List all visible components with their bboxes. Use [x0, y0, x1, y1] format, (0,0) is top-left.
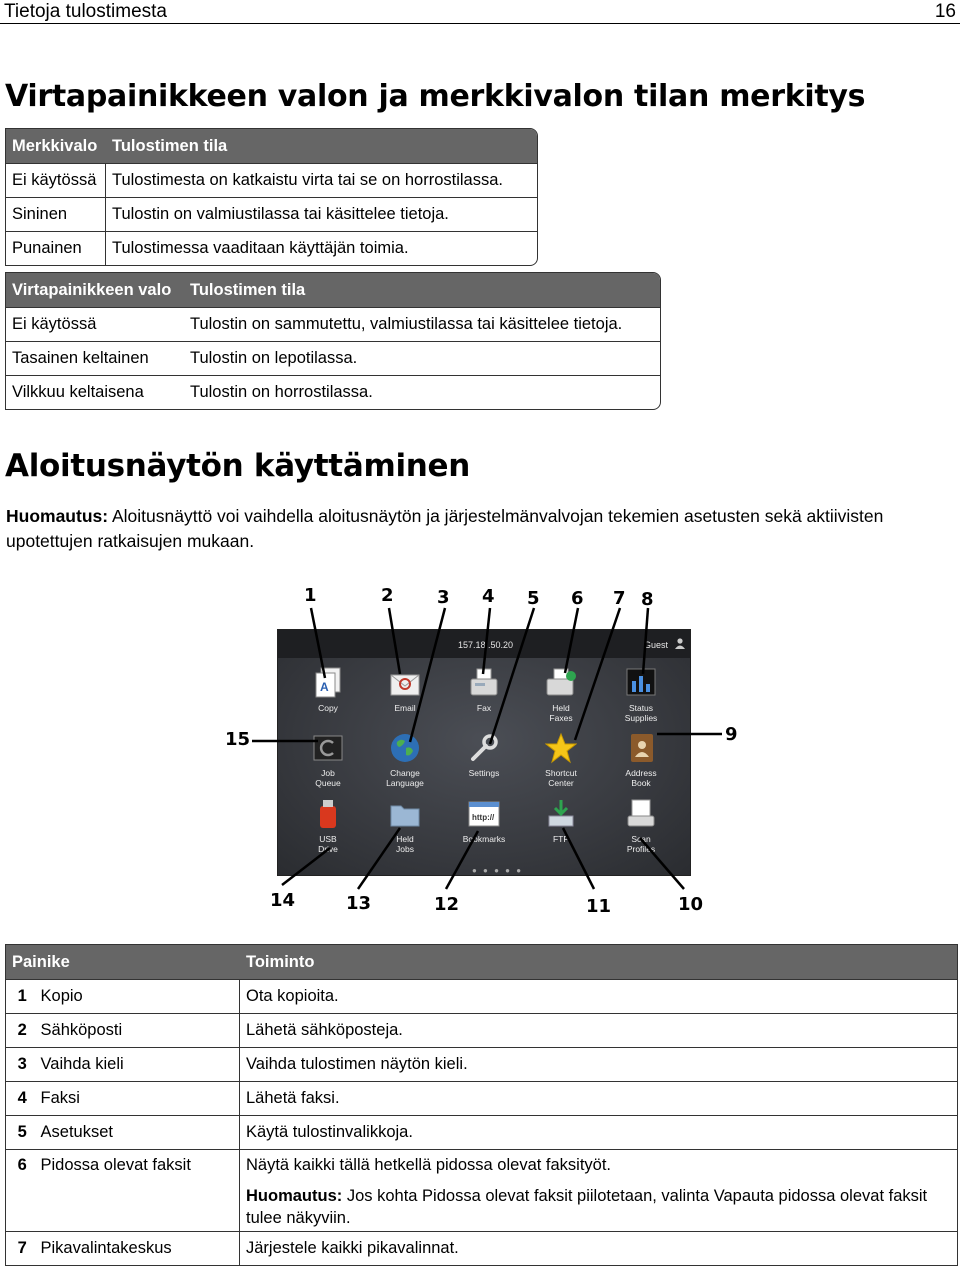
svg-text:A: A — [320, 680, 329, 694]
callout-number: 11 — [586, 896, 612, 917]
app-label: Email — [394, 703, 416, 713]
app-label: Bookmarks — [462, 834, 506, 844]
app-label: Held — [552, 703, 570, 713]
button-name: Sähköposti — [37, 1013, 240, 1047]
row-note — [246, 1185, 951, 1229]
app-label: Shortcut — [545, 768, 577, 778]
note-text: Jos kohta Pidossa olevat faksit piilotetaan, valinta Vapauta pidossa olevat faksit tulee näkyviin. — [246, 1187, 928, 1227]
app-label: USB — [319, 834, 337, 844]
column-header: Tulostimen tila — [106, 129, 537, 163]
app-label: Jobs — [396, 844, 414, 854]
table-cell: Vilkkuu keltaisena — [6, 375, 184, 409]
app-label: Change — [390, 768, 420, 778]
table-cell: Tulostin on valmiustilassa tai käsittelee tietoja. — [106, 197, 537, 231]
table-row — [6, 1081, 957, 1115]
callout-number: 3 — [437, 587, 450, 608]
button-function: Lähetä faksi. — [240, 1081, 957, 1115]
user-label: Guest — [644, 640, 669, 650]
callout-number: 13 — [346, 893, 372, 914]
table-row — [6, 1115, 957, 1149]
callout-number: 4 — [482, 586, 495, 607]
callout-number: 12 — [434, 894, 460, 915]
app-label: Status — [628, 703, 654, 713]
svg-text:http://: http:// — [472, 813, 495, 822]
button-function: Näytä kaikki tällä hetkellä pidossa olevat faksityöt. — [246, 1156, 612, 1174]
header-title: Tietoja tulostimesta — [4, 1, 167, 22]
table-header-row — [6, 945, 957, 979]
power-button-light-table — [5, 272, 661, 410]
table-cell: Tulostimessa vaaditaan käyttäjän toimia. — [106, 231, 537, 265]
column-header: Virtapainikkeen valo — [6, 273, 184, 307]
note-label: Huomautus: — [246, 1187, 343, 1205]
app-label: Held — [396, 834, 414, 844]
callout-number: 14 — [270, 890, 296, 911]
row-number: 6 — [6, 1149, 37, 1231]
app-label: Settings — [468, 768, 500, 778]
section-heading-home-screen: Aloitusnäytön käyttäminen — [5, 448, 471, 484]
table-cell: Ei käytössä — [6, 307, 184, 341]
callout-number: 8 — [641, 589, 654, 610]
table-row — [6, 375, 660, 409]
table-cell: Tasainen keltainen — [6, 341, 184, 375]
app-label: Scan — [631, 834, 651, 844]
callout-number: 5 — [527, 588, 540, 609]
button-function-cell — [240, 1149, 957, 1231]
callout-number: 10 — [678, 894, 704, 915]
app-label: Fax — [476, 703, 492, 713]
app-label: Drive — [318, 844, 338, 854]
page-header — [0, 0, 960, 24]
button-name: Vaihda kieli — [37, 1047, 240, 1081]
table-cell: Tulostin on lepotilassa. — [184, 341, 660, 375]
row-number: 2 — [6, 1013, 37, 1047]
home-screen-note — [6, 504, 946, 554]
row-number: 4 — [6, 1081, 37, 1115]
table-cell: Tulostin on sammutettu, valmiustilassa tai käsittelee tietoja. — [184, 307, 660, 341]
button-function: Vaihda tulostimen näytön kieli. — [240, 1047, 957, 1081]
note-label: Huomautus: — [6, 506, 109, 526]
row-number: 3 — [6, 1047, 37, 1081]
row-number: 1 — [6, 979, 37, 1013]
button-name: Pidossa olevat faksit — [37, 1149, 240, 1231]
page-indicator-dots[interactable]: ● ● ● ● ● — [472, 866, 524, 875]
button-name: Faksi — [37, 1081, 240, 1115]
table-row — [6, 197, 537, 231]
callout-leader-lines — [0, 578, 960, 923]
table-row — [6, 979, 957, 1013]
table-cell: Tulostin on horrostilassa. — [184, 375, 660, 409]
column-header: Painike — [6, 945, 240, 979]
column-header: Tulostimen tila — [184, 273, 660, 307]
table-row — [6, 1013, 957, 1047]
app-label: Job — [321, 768, 335, 778]
app-label: Center — [548, 778, 574, 788]
table-cell: Ei käytössä — [6, 163, 106, 197]
callout-number: 1 — [304, 585, 317, 606]
row-number: 7 — [6, 1231, 37, 1265]
callout-number: 7 — [613, 588, 626, 609]
home-screen-buttons-table — [5, 944, 958, 1266]
column-header: Toiminto — [240, 945, 957, 979]
row-number: 5 — [6, 1115, 37, 1149]
callout-number: 15 — [225, 729, 251, 750]
button-function: Ota kopioita. — [240, 979, 957, 1013]
table-header-row — [6, 273, 660, 307]
app-label: Copy — [318, 703, 338, 713]
app-label: Book — [631, 778, 651, 788]
callout-number: 2 — [381, 585, 394, 606]
app-label: Address — [625, 768, 657, 778]
app-label: Faxes — [549, 713, 573, 723]
table-header-row — [6, 129, 537, 163]
column-header: Merkkivalo — [6, 129, 106, 163]
table-cell: Tulostimesta on katkaistu virta tai se on horrostilassa. — [106, 163, 537, 197]
button-function: Lähetä sähköposteja. — [240, 1013, 957, 1047]
note-text: Aloitusnäyttö voi vaihdella aloitusnäytön ja järjestelmänvalvojan tekemien asetusten sekä aktiivisten upotettujen ratkaisujen mukaan. — [6, 506, 884, 551]
home-screen-figure — [0, 578, 960, 923]
app-label: FTP — [552, 834, 570, 844]
table-row — [6, 341, 660, 375]
table-row — [6, 1149, 957, 1231]
button-function: Käytä tulostinvalikkoja. — [240, 1115, 957, 1149]
table-cell: Sininen — [6, 197, 106, 231]
table-row — [6, 231, 537, 265]
button-name: Pikavalintakeskus — [37, 1231, 240, 1265]
table-row — [6, 307, 660, 341]
callout-number: 6 — [571, 588, 584, 609]
table-cell: Punainen — [6, 231, 106, 265]
table-row — [6, 1047, 957, 1081]
table-row — [6, 163, 537, 197]
ip-address: 157.18 .50.20 — [458, 640, 514, 650]
button-name: Asetukset — [37, 1115, 240, 1149]
app-label: Profiles — [626, 844, 656, 854]
app-label: Supplies — [624, 713, 658, 723]
app-label: Language — [386, 778, 424, 788]
callout-number: 9 — [725, 724, 738, 745]
indicator-light-table — [5, 128, 538, 266]
button-function: Järjestele kaikki pikavalinnat. — [240, 1231, 957, 1265]
page-number: 16 — [934, 1, 956, 22]
button-name: Kopio — [37, 979, 240, 1013]
section-heading-lights: Virtapainikkeen valon ja merkkivalon tilan merkitys — [5, 79, 866, 114]
table-row — [6, 1231, 957, 1265]
app-label: Queue — [315, 778, 341, 788]
